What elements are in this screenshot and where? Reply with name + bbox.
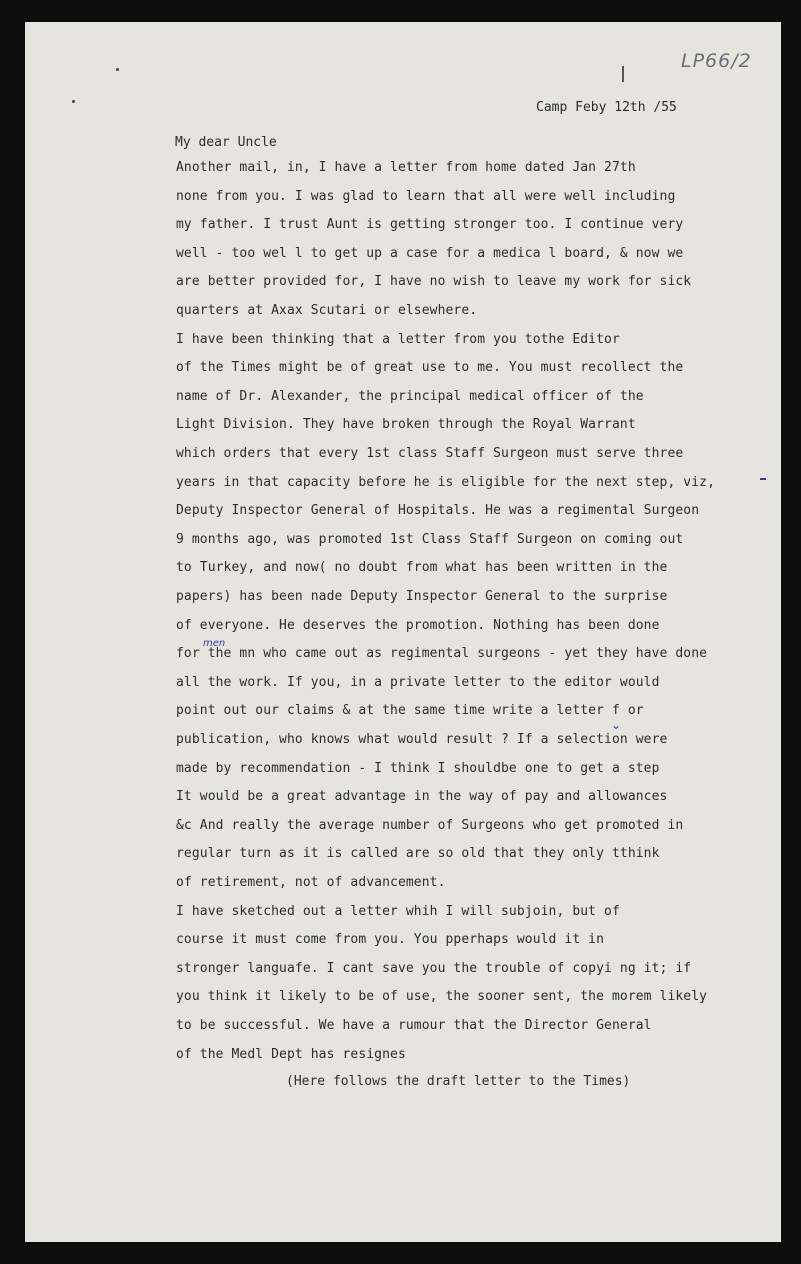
letter-line: publication, who knows what would result ? If a selection were — [176, 732, 668, 747]
letter-line: to be successful. We have a rumour that the Director General — [176, 1018, 652, 1033]
letter-line: which orders that every 1st class Staff Surgeon must serve three — [176, 446, 684, 461]
letter-line: you think it likely to be of use, the sooner sent, the morem likely — [176, 989, 708, 1004]
letter-date: Camp Feby 12th /55 — [536, 100, 677, 115]
handwritten-correction: men — [203, 638, 226, 649]
margin-dot — [72, 100, 75, 103]
letter-line: all the work. If you, in a private letter to the editor would — [176, 675, 660, 690]
letter-line: are better provided for, I have no wish to leave my work for sick — [176, 274, 692, 289]
letter-line: to Turkey, and now( no doubt from what has been written in the — [176, 560, 668, 575]
letter-line: Another mail, in, I have a letter from home dated Jan 27th — [176, 160, 636, 175]
letter-line: stronger languafe. I cant save you the trouble of copyi ng it; if — [176, 961, 692, 976]
letter-line: name of Dr. Alexander, the principal medical officer of the — [176, 389, 644, 404]
margin-dot — [116, 68, 119, 71]
letter-line: made by recommendation - I think I shouldbe one to get a step — [176, 761, 660, 776]
letter-line: point out our claims & at the same time write a letter f or — [176, 703, 644, 718]
letter-line: regular turn as it is called are so old that they only tthink — [176, 846, 660, 861]
closing-note: (Here follows the draft letter to the Times) — [286, 1074, 631, 1089]
letter-line: my father. I trust Aunt is getting stronger too. I continue very — [176, 217, 684, 232]
archive-reference-mark: LP66/2 — [681, 50, 752, 72]
letter-line: I have sketched out a letter whih I will subjoin, but of — [176, 904, 620, 919]
letter-line: for the mn who came out as regimental surgeons - yet they have done — [176, 646, 708, 661]
letter-line: years in that capacity before he is eligible for the next step, viz, — [176, 475, 716, 490]
letter-line: of retirement, not of advancement. — [176, 875, 446, 890]
letter-line: course it must come from you. You pperhaps would it in — [176, 932, 605, 947]
caret-mark: ⌄ — [611, 718, 622, 732]
letter-line: of everyone. He deserves the promotion. Nothing has been done — [176, 618, 660, 633]
letter-line: I have been thinking that a letter from you tothe Editor — [176, 332, 620, 347]
salutation: My dear Uncle — [175, 135, 277, 150]
letter-line: Deputy Inspector General of Hospitals. He was a regimental Surgeon — [176, 503, 700, 518]
letter-line: of the Times might be of great use to me. You must recollect the — [176, 360, 684, 375]
margin-ink-mark — [760, 478, 766, 480]
letter-line: quarters at Axax Scutari or elsewhere. — [176, 303, 478, 318]
letter-line: Light Division. They have broken through the Royal Warrant — [176, 417, 636, 432]
margin-tick-mark — [622, 66, 624, 82]
letter-line: 9 months ago, was promoted 1st Class Staff Surgeon on coming out — [176, 532, 684, 547]
letter-line: of the Medl Dept has resignes — [176, 1047, 406, 1062]
letter-line: papers) has been nade Deputy Inspector General to the surprise — [176, 589, 668, 604]
letter-line: well - too wel l to get up a case for a medica l board, & now we — [176, 246, 684, 261]
letter-line: It would be a great advantage in the way of pay and allowances — [176, 789, 668, 804]
letter-line: &c And really the average number of Surgeons who get promoted in — [176, 818, 684, 833]
letter-line: none from you. I was glad to learn that all were well including — [176, 189, 676, 204]
